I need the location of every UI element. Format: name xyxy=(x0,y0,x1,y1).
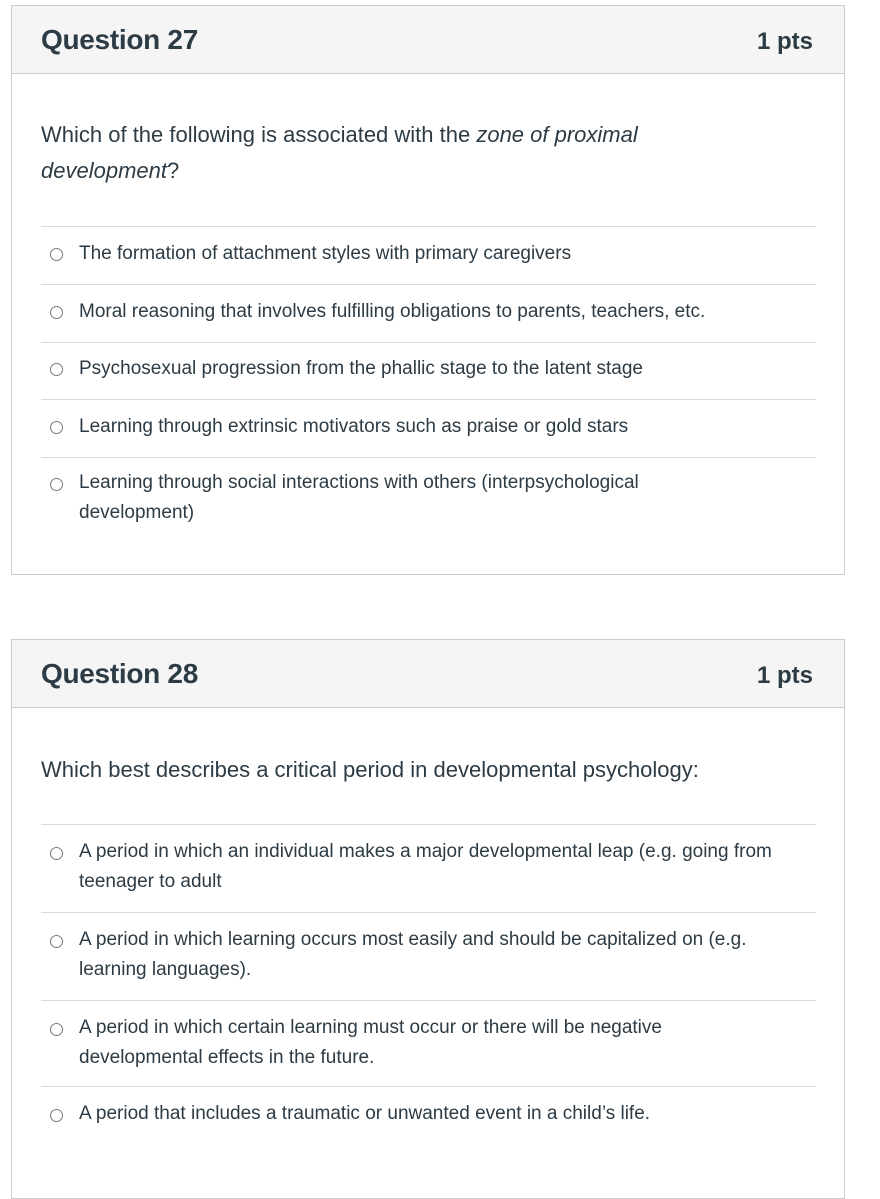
answer-option[interactable] xyxy=(41,1086,816,1146)
radio-button[interactable] xyxy=(50,363,63,376)
radio-button[interactable] xyxy=(50,421,63,434)
question-points: 1 pts xyxy=(756,662,813,689)
answer-label: A period in which an individual makes a major developmental leap (e.g. going from teenager to adult xyxy=(79,841,772,892)
radio-button[interactable] xyxy=(50,847,63,860)
answer-option[interactable] xyxy=(41,457,816,537)
answer-option[interactable] xyxy=(41,284,816,342)
radio-button[interactable] xyxy=(50,1023,63,1036)
question-title: Question 28 xyxy=(41,658,198,689)
answer-list xyxy=(41,226,816,537)
radio-button[interactable] xyxy=(50,306,63,319)
radio-button[interactable] xyxy=(50,478,63,491)
question-text: Which best describes a critical period in developmental psychology: xyxy=(41,757,699,782)
answer-label: The formation of attachment styles with primary caregivers xyxy=(79,243,572,264)
radio-button[interactable] xyxy=(50,1109,63,1122)
answer-option[interactable] xyxy=(41,824,816,912)
question-text: Which of the following is associated with the zone of proximal development? xyxy=(41,122,638,183)
answer-option[interactable] xyxy=(41,1000,816,1086)
question-header xyxy=(12,640,844,708)
answer-option[interactable] xyxy=(41,399,816,457)
answer-list xyxy=(41,824,816,1146)
question-title: Question 27 xyxy=(41,24,198,55)
answer-label: Learning through social interactions with others (interpsychological development) xyxy=(79,472,639,523)
answer-label: Psychosexual progression from the phallic stage to the latent stage xyxy=(79,358,643,379)
answer-label: Moral reasoning that involves fulfilling obligations to parents, teachers, etc. xyxy=(79,301,706,322)
answer-label: A period that includes a traumatic or unwanted event in a child’s life. xyxy=(79,1103,651,1124)
question-header xyxy=(12,6,844,74)
answer-label: A period in which learning occurs most easily and should be capitalized on (e.g. learning languages). xyxy=(79,929,747,980)
question-points: 1 pts xyxy=(756,28,813,55)
answer-option[interactable] xyxy=(41,912,816,1000)
answer-label: A period in which certain learning must occur or there will be negative developmental effects in the future. xyxy=(79,1017,662,1068)
answer-option[interactable] xyxy=(41,226,816,284)
radio-button[interactable] xyxy=(50,935,63,948)
radio-button[interactable] xyxy=(50,248,63,261)
answer-option[interactable] xyxy=(41,342,816,399)
answer-label: Learning through extrinsic motivators such as praise or gold stars xyxy=(79,416,629,437)
